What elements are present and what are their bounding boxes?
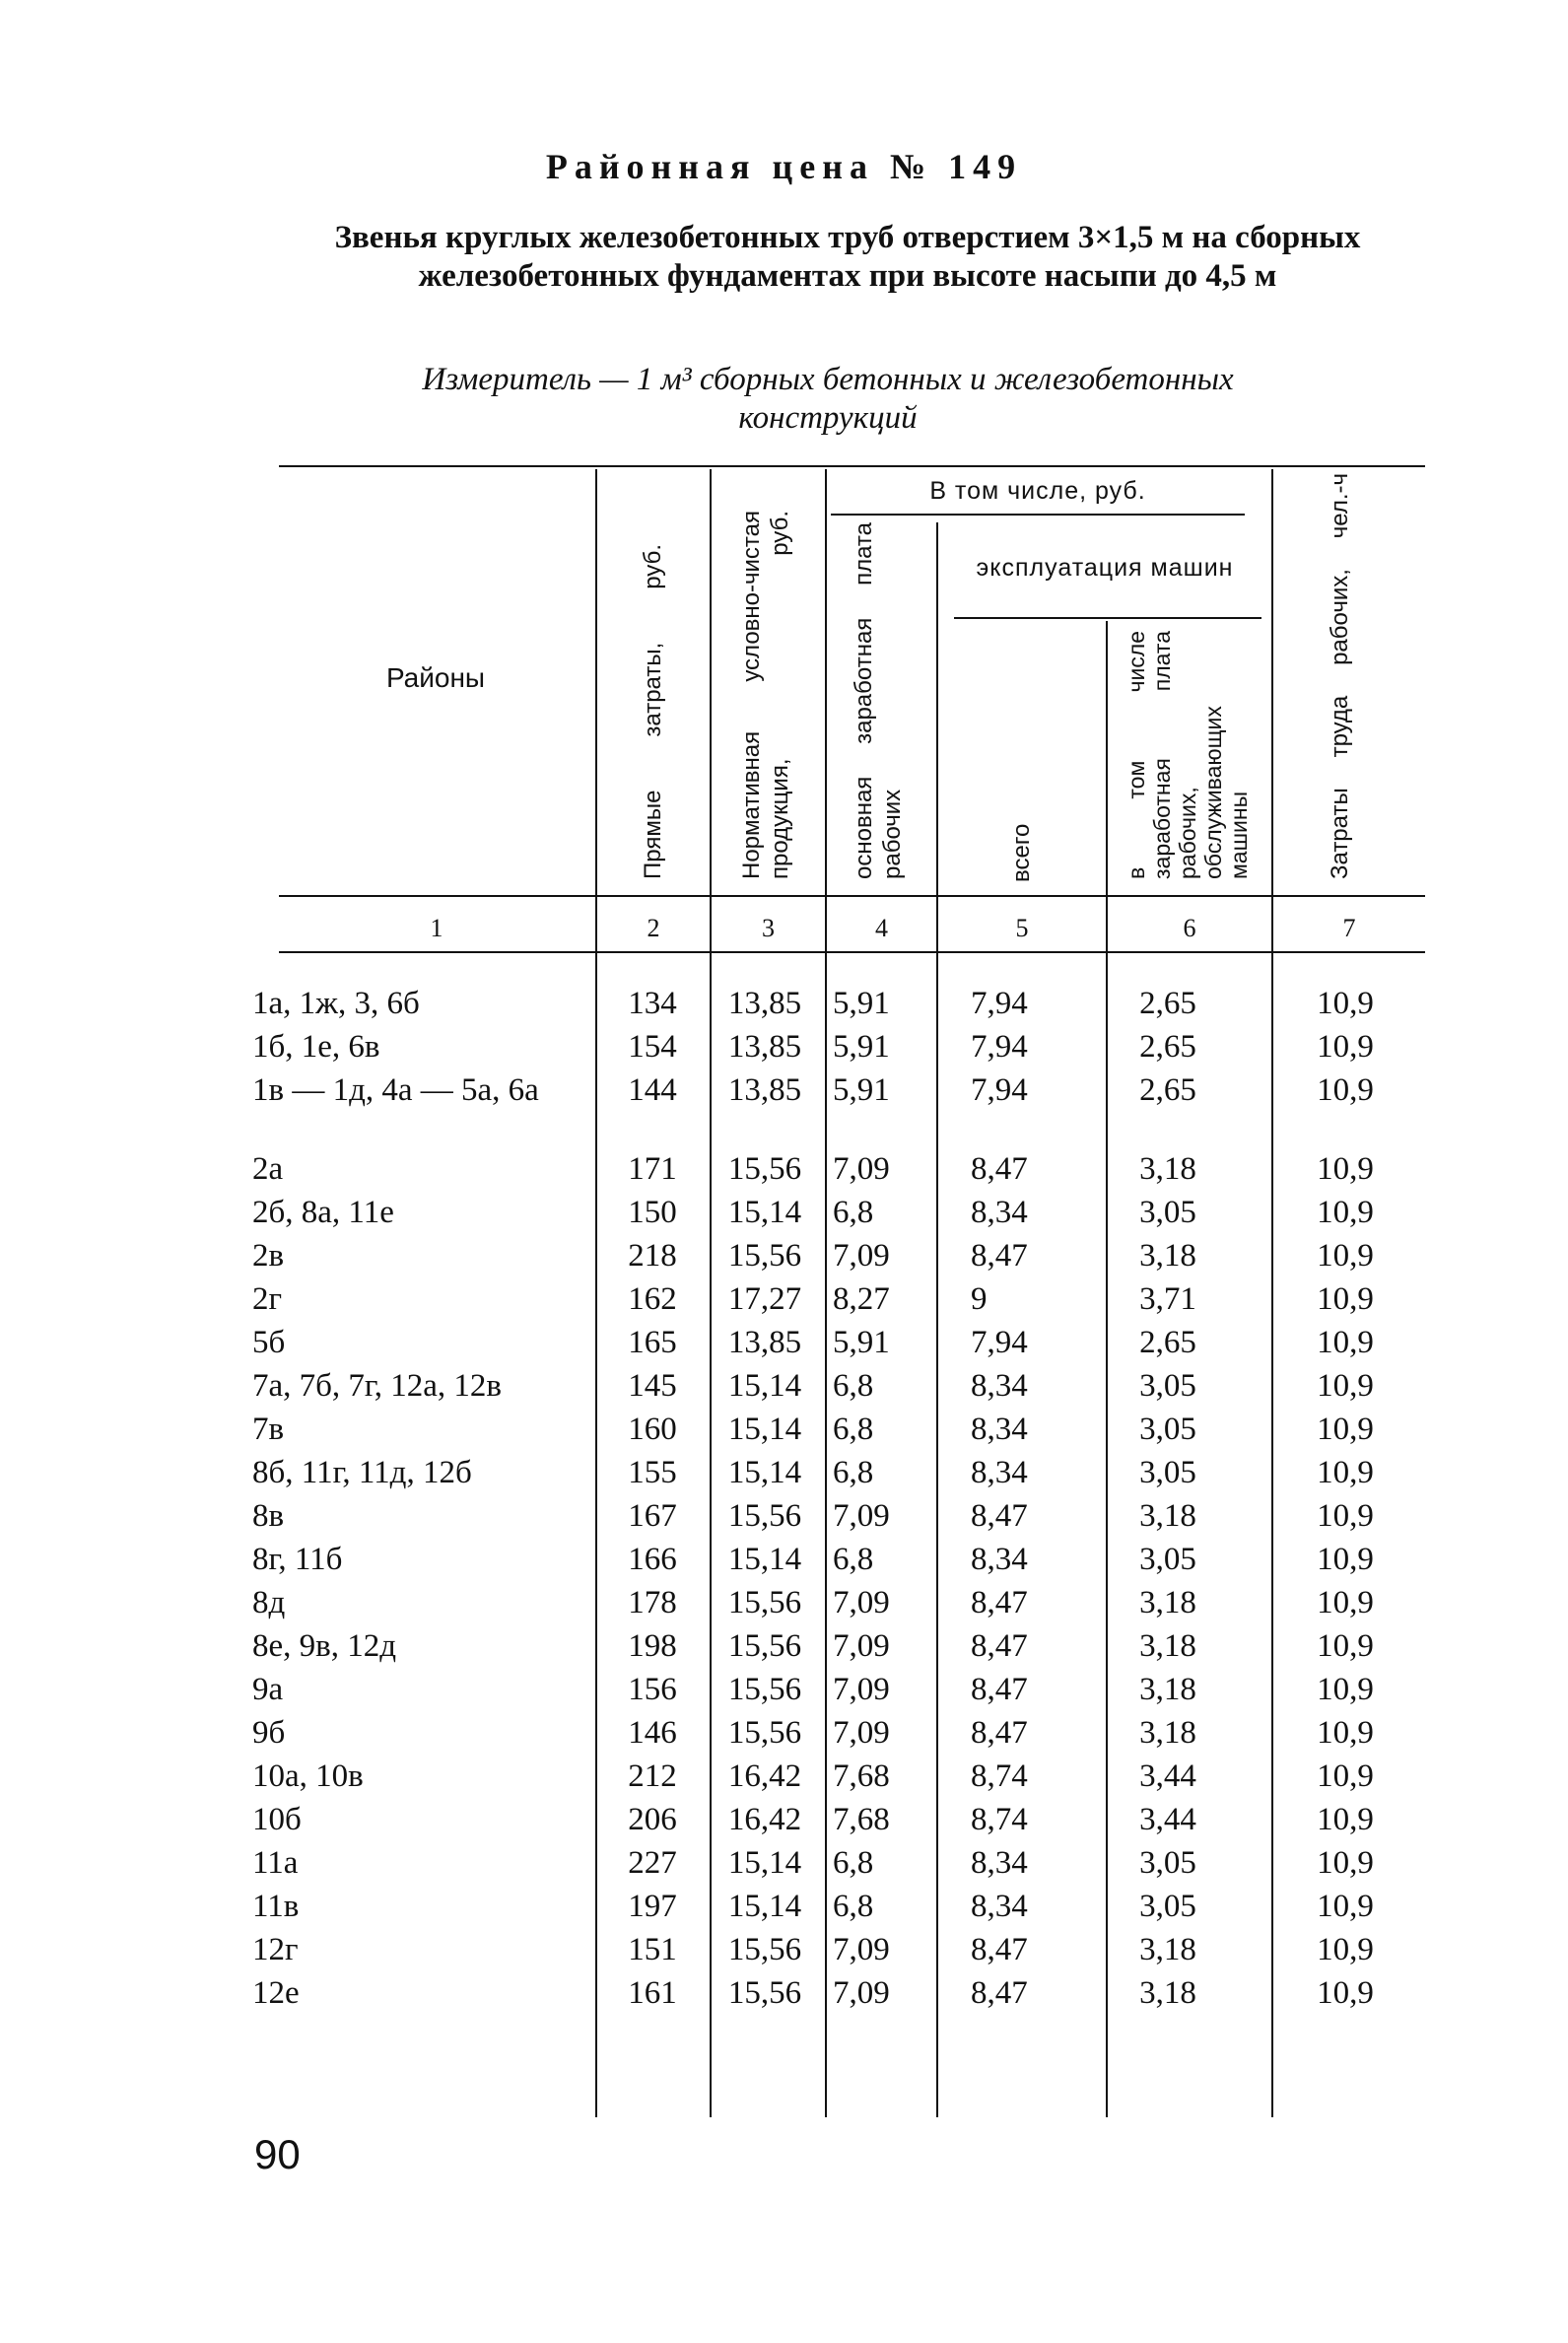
col-divider-3: [825, 469, 827, 2117]
direct-costs-cell: 134: [628, 986, 677, 1021]
normative-output-cell: 15,14: [727, 1845, 802, 1881]
operators-wage-cell: 3,44: [1139, 1758, 1196, 1794]
machine-total-cell: 9: [971, 1281, 988, 1317]
base-wage-cell: 7,09: [833, 1585, 890, 1620]
base-wage-cell: 6,8: [833, 1195, 874, 1230]
normative-output-cell: 13,85: [727, 1072, 802, 1108]
operators-wage-cell: 3,05: [1139, 1412, 1196, 1447]
operators-wage-cell: 3,05: [1139, 1368, 1196, 1404]
base-wage-cell: 8,27: [833, 1281, 890, 1317]
base-wage-cell: 6,8: [833, 1412, 874, 1447]
column-number-2: 2: [647, 914, 660, 942]
normative-output-cell: 15,56: [727, 1672, 802, 1707]
base-wage-cell: 7,09: [833, 1498, 890, 1534]
operators-wage-cell: 3,05: [1139, 1889, 1196, 1924]
header-labor-costs: Затраты труда рабочих, чел.-ч: [1327, 473, 1353, 879]
normative-output-cell: 15,56: [727, 1498, 802, 1534]
machine-total-cell: 7,94: [971, 1029, 1028, 1065]
normative-output-cell: 15,14: [727, 1368, 802, 1404]
unit-of-measure: Измеритель — 1 м³ сборных бетонных и железобетонных конструкций: [422, 362, 1234, 436]
region-cell: 12г: [252, 1932, 299, 1967]
labor-costs-cell: 10,9: [1317, 1715, 1374, 1751]
direct-costs-cell: 165: [628, 1325, 677, 1360]
region-cell: 9б: [252, 1715, 286, 1751]
normative-output-cell: 17,27: [727, 1281, 802, 1317]
base-wage-cell: 5,91: [833, 1325, 890, 1360]
labor-costs-cell: 10,9: [1317, 1758, 1374, 1794]
labor-costs-cell: 10,9: [1317, 1802, 1374, 1837]
normative-output-cell: 13,85: [727, 1325, 802, 1360]
machine-total-cell: 7,94: [971, 1072, 1028, 1108]
region-cell: 7в: [252, 1412, 285, 1447]
operators-wage-cell: 3,18: [1139, 1975, 1196, 2011]
direct-costs-cell: 151: [628, 1932, 677, 1967]
direct-costs-cell: 156: [628, 1672, 677, 1707]
region-cell: 8в: [252, 1498, 285, 1534]
direct-costs-cell: 150: [628, 1195, 677, 1230]
labor-costs-cell: 10,9: [1317, 1281, 1374, 1317]
labor-costs-cell: 10,9: [1317, 1585, 1374, 1620]
labor-costs-cell: 10,9: [1317, 1542, 1374, 1577]
table-top-rule: [279, 465, 1425, 467]
labor-costs-cell: 10,9: [1317, 1889, 1374, 1924]
column-numbers-rule: [279, 951, 1425, 953]
header-total: всего: [1008, 823, 1035, 882]
normative-output-cell: 13,85: [727, 1029, 802, 1065]
region-cell: 8г, 11б: [252, 1542, 343, 1577]
normative-output-cell: 15,14: [727, 1412, 802, 1447]
machine-total-cell: 8,47: [971, 1672, 1028, 1707]
labor-costs-cell: 10,9: [1317, 1238, 1374, 1274]
header-regions: Районы: [385, 662, 486, 693]
machine-total-cell: 8,47: [971, 1585, 1028, 1620]
direct-costs-cell: 218: [628, 1238, 677, 1274]
region-cell: 10б: [252, 1802, 302, 1837]
base-wage-cell: 7,09: [833, 1151, 890, 1187]
labor-costs-cell: 10,9: [1317, 1455, 1374, 1490]
labor-costs-cell: 10,9: [1317, 1672, 1374, 1707]
operators-wage-cell: 2,65: [1139, 1325, 1196, 1360]
labor-costs-cell: 10,9: [1317, 986, 1374, 1021]
region-cell: 12е: [252, 1975, 300, 2011]
normative-output-cell: 15,56: [727, 1975, 802, 2011]
operators-wage-cell: 2,65: [1139, 1029, 1196, 1065]
operators-wage-cell: 3,18: [1139, 1585, 1196, 1620]
operators-wage-cell: 3,18: [1139, 1628, 1196, 1664]
region-cell: 10а, 10в: [252, 1758, 364, 1794]
region-cell: 1в — 1д, 4а — 5а, 6а: [252, 1072, 539, 1108]
direct-costs-cell: 160: [628, 1412, 677, 1447]
base-wage-cell: 6,8: [833, 1455, 874, 1490]
normative-output-cell: 15,56: [727, 1715, 802, 1751]
machine-total-cell: 8,47: [971, 1715, 1028, 1751]
operators-wage-cell: 3,05: [1139, 1455, 1196, 1490]
base-wage-cell: 7,09: [833, 1628, 890, 1664]
region-cell: 8е, 9в, 12д: [252, 1628, 397, 1664]
column-number-6: 6: [1183, 914, 1196, 942]
machine-total-cell: 8,34: [971, 1845, 1028, 1881]
operators-wage-cell: 3,18: [1139, 1238, 1196, 1274]
labor-costs-cell: 10,9: [1317, 1412, 1374, 1447]
region-cell: 11в: [252, 1889, 300, 1924]
labor-costs-cell: 10,9: [1317, 1368, 1374, 1404]
region-cell: 2а: [252, 1151, 284, 1187]
labor-costs-cell: 10,9: [1317, 1498, 1374, 1534]
page-subtitle: Звенья круглых железобетонных труб отверстием 3×1,5 м на сборных железобетонных фундаментах при высоте насыпи до 4,5 м: [334, 220, 1361, 294]
normative-output-cell: 15,56: [727, 1932, 802, 1967]
base-wage-cell: 5,91: [833, 1072, 890, 1108]
base-wage-cell: 7,68: [833, 1802, 890, 1837]
machine-total-cell: 8,47: [971, 1498, 1028, 1534]
column-number-4: 4: [875, 914, 888, 942]
normative-output-cell: 15,56: [727, 1151, 802, 1187]
header-machine-operation: эксплуатация машин: [976, 554, 1234, 582]
direct-costs-cell: 227: [628, 1845, 677, 1881]
operators-wage-cell: 3,18: [1139, 1498, 1196, 1534]
direct-costs-cell: 171: [628, 1151, 677, 1187]
normative-output-cell: 15,14: [727, 1542, 802, 1577]
operators-wage-cell: 3,18: [1139, 1151, 1196, 1187]
machine-total-cell: 8,34: [971, 1889, 1028, 1924]
direct-costs-cell: 161: [628, 1975, 677, 2011]
operators-wage-cell: 3,71: [1139, 1281, 1196, 1317]
operators-wage-cell: 3,05: [1139, 1542, 1196, 1577]
direct-costs-cell: 197: [628, 1889, 677, 1924]
direct-costs-cell: 166: [628, 1542, 677, 1577]
direct-costs-cell: 145: [628, 1368, 677, 1404]
header-direct-costs: Прямые затраты, руб.: [640, 544, 666, 879]
machine-total-cell: 8,47: [971, 1151, 1028, 1187]
column-number-7: 7: [1342, 914, 1356, 942]
direct-costs-cell: 154: [628, 1029, 677, 1065]
labor-costs-cell: 10,9: [1317, 1151, 1374, 1187]
operators-wage-cell: 3,18: [1139, 1932, 1196, 1967]
labor-costs-cell: 10,9: [1317, 1072, 1374, 1108]
operators-wage-cell: 2,65: [1139, 1072, 1196, 1108]
header-normative-output: Нормативная условно-чистая продукция, руб.: [738, 511, 793, 879]
base-wage-cell: 5,91: [833, 1029, 890, 1065]
machine-total-cell: 8,34: [971, 1195, 1028, 1230]
base-wage-cell: 7,09: [833, 1672, 890, 1707]
direct-costs-cell: 162: [628, 1281, 677, 1317]
machine-total-cell: 8,47: [971, 1628, 1028, 1664]
machine-total-cell: 8,47: [971, 1975, 1028, 2011]
normative-output-cell: 13,85: [727, 986, 802, 1021]
column-number-3: 3: [762, 914, 775, 942]
machine-total-cell: 7,94: [971, 986, 1028, 1021]
labor-costs-cell: 10,9: [1317, 1195, 1374, 1230]
operators-wage-cell: 2,65: [1139, 986, 1196, 1021]
machine-total-cell: 8,34: [971, 1542, 1028, 1577]
direct-costs-cell: 167: [628, 1498, 677, 1534]
machine-total-cell: 8,47: [971, 1932, 1028, 1967]
header-base-wage: основная заработная плата рабочих: [851, 522, 906, 879]
region-cell: 8д: [252, 1585, 286, 1620]
header-machine-operators-wage: в том числе заработная плата рабочих, обслуживающих машины: [1124, 631, 1252, 879]
direct-costs-cell: 206: [628, 1802, 677, 1837]
labor-costs-cell: 10,9: [1317, 1029, 1374, 1065]
region-cell: 5б: [252, 1325, 286, 1360]
operators-wage-cell: 3,18: [1139, 1715, 1196, 1751]
normative-output-cell: 15,14: [727, 1889, 802, 1924]
base-wage-cell: 7,09: [833, 1715, 890, 1751]
machine-total-cell: 7,94: [971, 1325, 1028, 1360]
machine-total-cell: 8,74: [971, 1758, 1028, 1794]
normative-output-cell: 15,56: [727, 1585, 802, 1620]
operators-wage-cell: 3,44: [1139, 1802, 1196, 1837]
base-wage-cell: 7,68: [833, 1758, 890, 1794]
region-cell: 2б, 8а, 11е: [252, 1195, 394, 1230]
column-number-5: 5: [1015, 914, 1029, 942]
base-wage-cell: 6,8: [833, 1889, 874, 1924]
labor-costs-cell: 10,9: [1317, 1932, 1374, 1967]
machine-total-cell: 8,34: [971, 1455, 1028, 1490]
including-rule: [831, 514, 1245, 516]
machine-total-cell: 8,47: [971, 1238, 1028, 1274]
region-cell: 7а, 7б, 7г, 12а, 12в: [252, 1368, 502, 1404]
direct-costs-cell: 144: [628, 1072, 677, 1108]
base-wage-cell: 5,91: [833, 986, 890, 1021]
page-title: Районная цена № 149: [545, 147, 1023, 186]
base-wage-cell: 6,8: [833, 1542, 874, 1577]
region-cell: 11а: [252, 1845, 299, 1881]
machine-total-cell: 8,34: [971, 1412, 1028, 1447]
labor-costs-cell: 10,9: [1317, 1628, 1374, 1664]
direct-costs-cell: 146: [628, 1715, 677, 1751]
normative-output-cell: 15,14: [727, 1195, 802, 1230]
col-divider-1: [595, 469, 597, 2117]
base-wage-cell: 6,8: [833, 1368, 874, 1404]
labor-costs-cell: 10,9: [1317, 1845, 1374, 1881]
normative-output-cell: 16,42: [727, 1758, 802, 1794]
base-wage-cell: 6,8: [833, 1845, 874, 1881]
labor-costs-cell: 10,9: [1317, 1975, 1374, 2011]
header-bottom-rule: [279, 895, 1425, 897]
region-cell: 2г: [252, 1281, 283, 1317]
base-wage-cell: 7,09: [833, 1238, 890, 1274]
operators-wage-cell: 3,05: [1139, 1845, 1196, 1881]
direct-costs-cell: 155: [628, 1455, 677, 1490]
normative-output-cell: 16,42: [727, 1802, 802, 1837]
machines-rule: [954, 617, 1261, 619]
region-cell: 1а, 1ж, 3, 6б: [252, 986, 420, 1021]
base-wage-cell: 7,09: [833, 1975, 890, 2011]
direct-costs-cell: 198: [628, 1628, 677, 1664]
direct-costs-cell: 178: [628, 1585, 677, 1620]
region-cell: 1б, 1е, 6в: [252, 1029, 380, 1065]
region-cell: 2в: [252, 1238, 285, 1274]
base-wage-cell: 7,09: [833, 1932, 890, 1967]
region-cell: 9а: [252, 1672, 284, 1707]
direct-costs-cell: 212: [628, 1758, 677, 1794]
machine-total-cell: 8,34: [971, 1368, 1028, 1404]
machine-total-cell: 8,74: [971, 1802, 1028, 1837]
normative-output-cell: 15,14: [727, 1455, 802, 1490]
operators-wage-cell: 3,18: [1139, 1672, 1196, 1707]
operators-wage-cell: 3,05: [1139, 1195, 1196, 1230]
normative-output-cell: 15,56: [727, 1628, 802, 1664]
labor-costs-cell: 10,9: [1317, 1325, 1374, 1360]
region-cell: 8б, 11г, 11д, 12б: [252, 1455, 472, 1490]
column-number-1: 1: [430, 914, 443, 942]
header-including: В том числе, руб.: [929, 477, 1146, 505]
page-number: 90: [254, 2131, 301, 2177]
normative-output-cell: 15,56: [727, 1238, 802, 1274]
